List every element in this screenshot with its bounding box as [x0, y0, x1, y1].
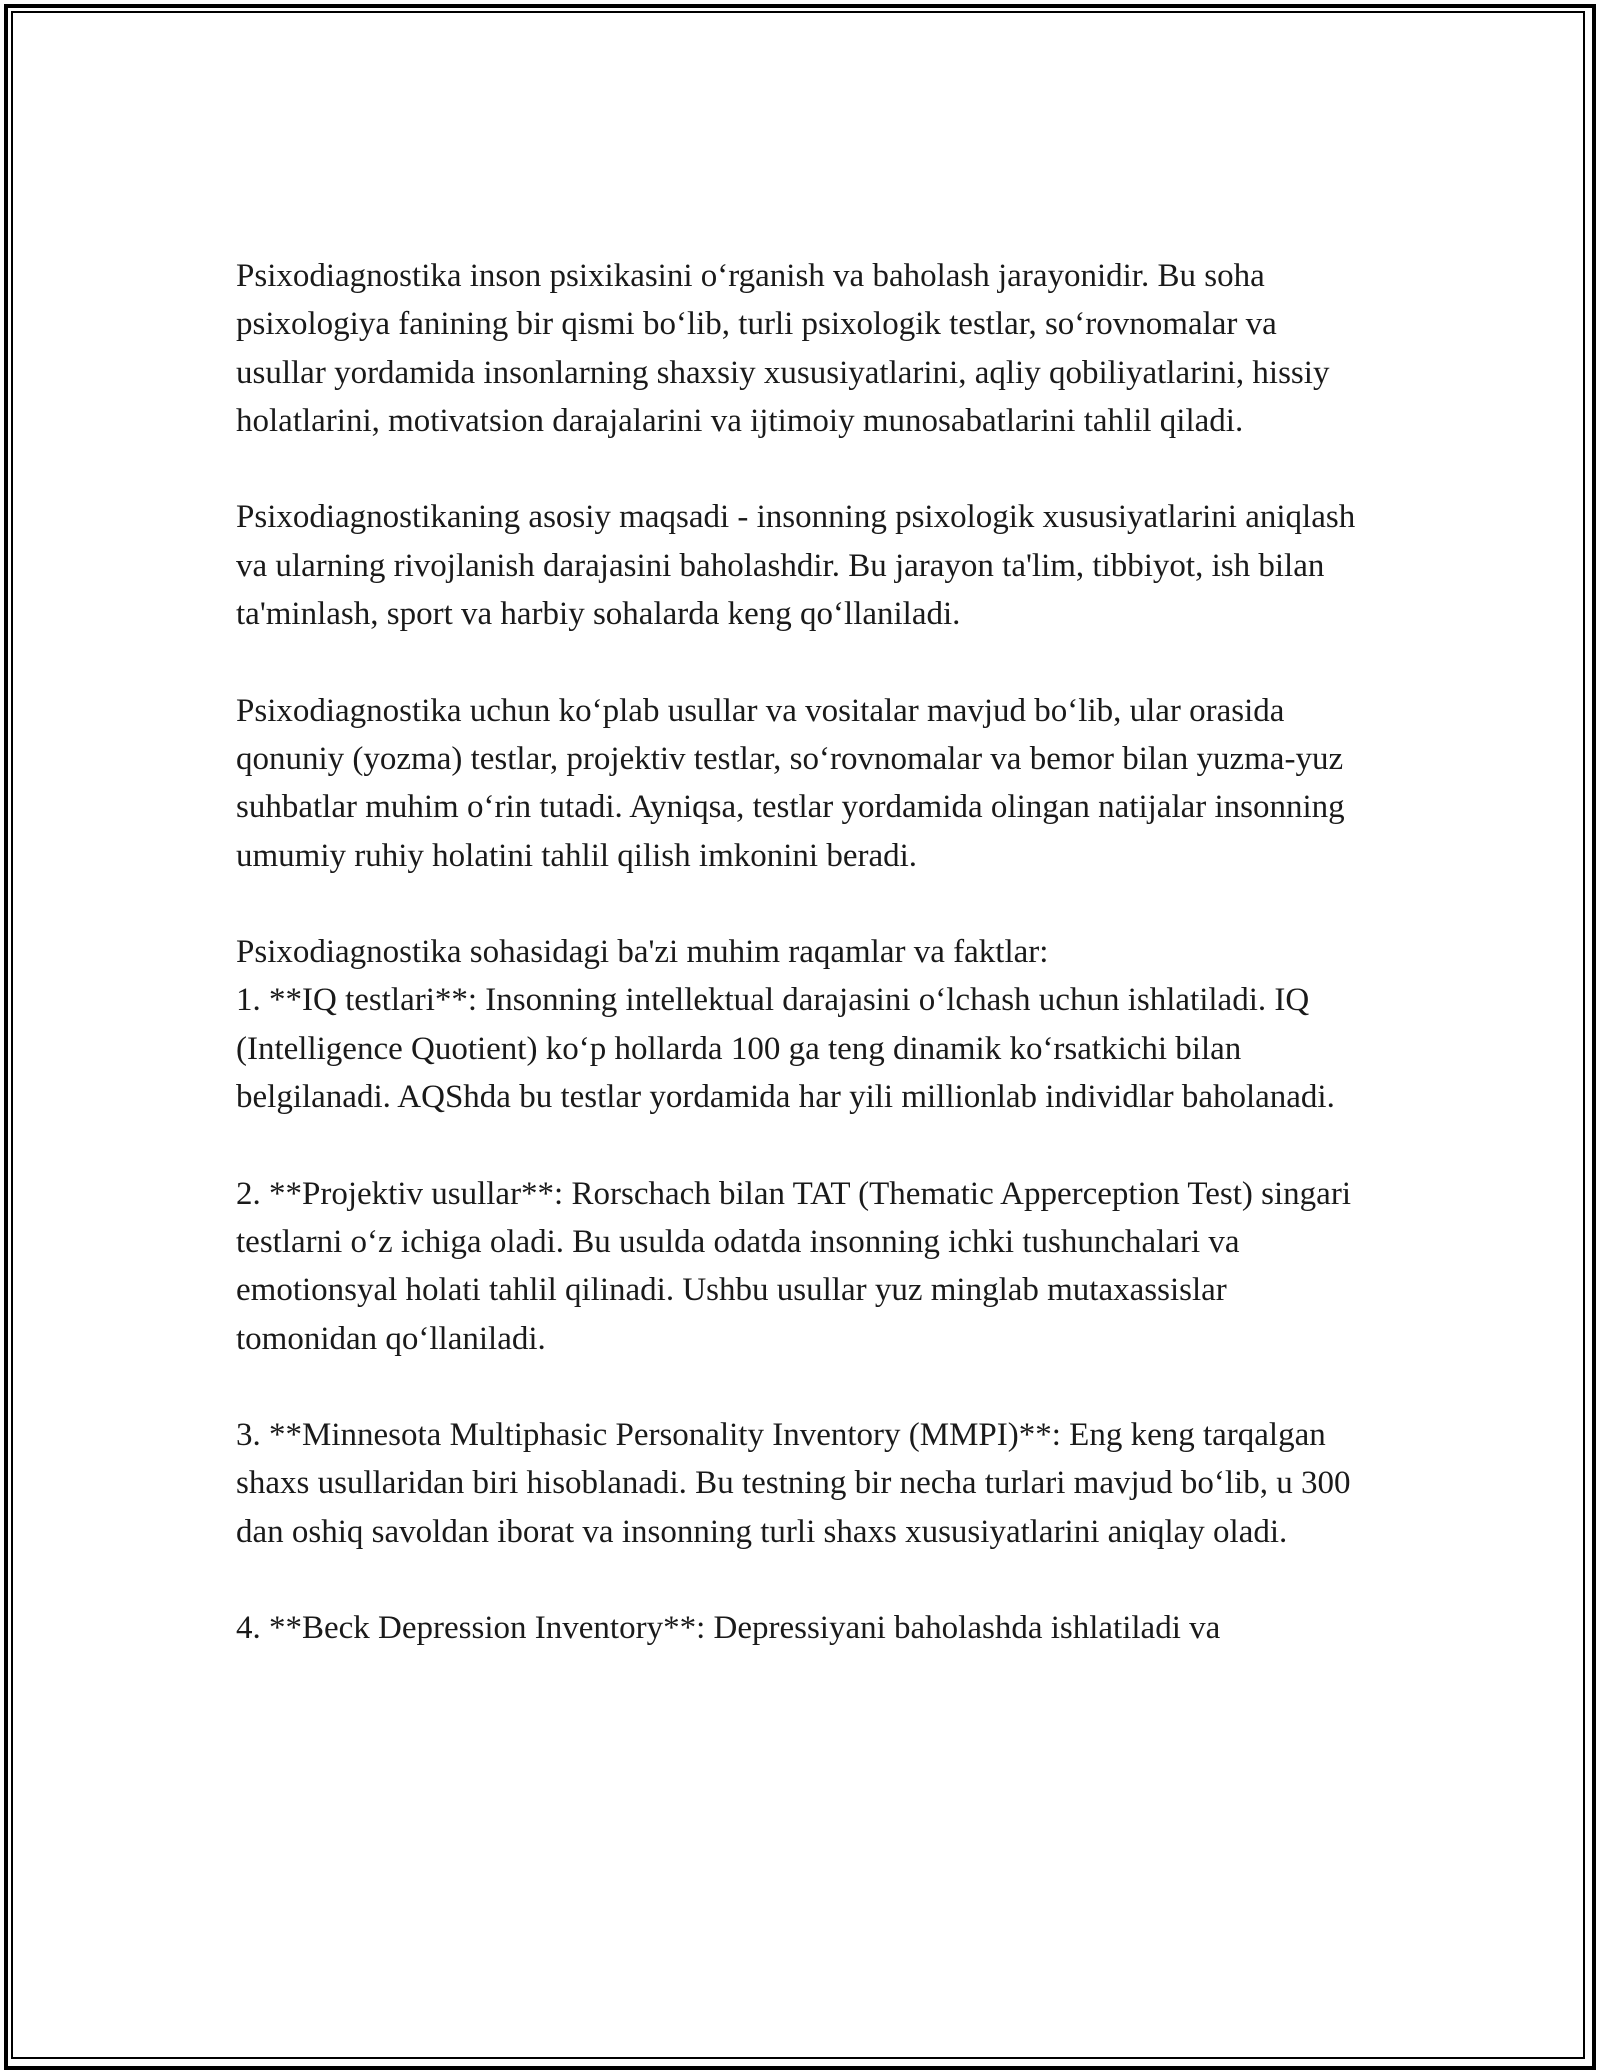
paragraph-methods: Psixodiagnostika uchun ko‘plab usullar va vositalar mavjud bo‘lib, ular orasida qonuniy (yozma) testlar, projektiv testlar, so‘rovnomalar va bemor bilan yuzma-yuz suhbatlar muhim o‘rin tutadi. Ayniqsa, testlar yordamida olingan natijalar insonning umumiy ruhiy holatini tahlil qilish imkonini beradi.: [236, 692, 1345, 874]
list-item-beck-inventory: 4. **Beck Depression Inventory**: Depressiyani baholashda ishlatiladi va: [236, 1610, 1221, 1647]
document-body: [236, 252, 1366, 1701]
paragraph-purpose: Psixodiagnostikaning asosiy maqsadi - insonning psixologik xususiyatlarini aniqlash va ularning rivojlanish darajasini baholashdir. Bu jarayon ta'lim, tibbiyot, ish bilan ta'minlash, sport va harbiy sohalarda keng qo‘llaniladi.: [236, 499, 1356, 633]
list-item-mmpi: 3. **Minnesota Multiphasic Personality Inventory (MMPI)**: Eng keng tarqalgan shaxs usullaridan biri hisoblanadi. Bu testning bir necha turlari mavjud bo‘lib, u 300 dan oshiq savoldan iborat va insonning turli shaxs xususiyatlarini aniqlay oladi.: [236, 1417, 1351, 1550]
paragraph-intro: Psixodiagnostika inson psixikasini o‘rganish va baholash jarayonidir. Bu soha psixologiya fanining bir qismi bo‘lib, turli psixologik testlar, so‘rovnomalar va usullar yordamida insonlarning shaxsiy xususiyatlarini, aqliy qobiliyatlarini, hissiy holatlarini, motivatsion darajalarini va ijtimoiy munosabatlarini tahlil qiladi.: [236, 258, 1330, 439]
list-item-iq-tests: 1. **IQ testlari**: Insonning intellektual darajasini o‘lchash uchun ishlatiladi. IQ (Intelligence Quotient) ko‘p hollarda 100 ga teng dinamik ko‘rsatkichi bilan belgilanadi. AQShda bu testlar yordamida har yili millionlab individlar baholanadi.: [236, 982, 1335, 1116]
list-item-projective-methods: 2. **Projektiv usullar**: Rorschach bilan TAT (Thematic Apperception Test) singari testlarni o‘z ichiga oladi. Bu usulda odatda insonning ichki tushunchalari va emotionsyal holati tahlil qilinadi. Ushbu usullar yuz minglab mutaxassislar tomonidan qo‘llaniladi.: [236, 1175, 1351, 1357]
paragraph-facts-heading: Psixodiagnostika sohasidagi ba'zi muhim raqamlar va faktlar:: [236, 934, 1049, 971]
